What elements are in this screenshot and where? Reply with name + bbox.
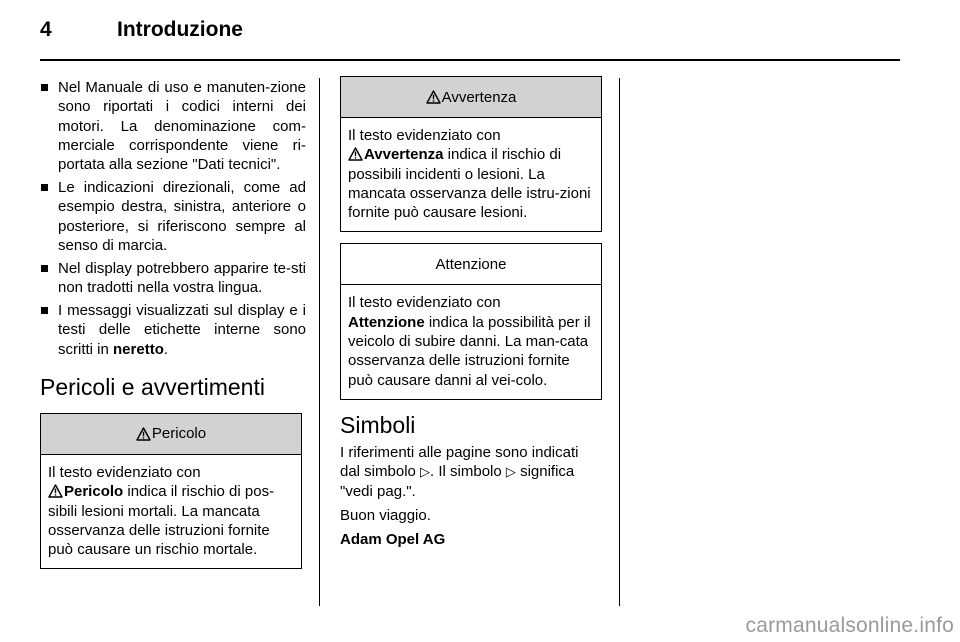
symbols-text: . Il simbolo (430, 463, 506, 481)
caution-notice-body (341, 285, 601, 398)
bold-term: neretto (113, 340, 164, 358)
warning-notice (340, 76, 602, 232)
symbols-text: I riferimenti alle pagine sono indicati dal simbolo (340, 443, 579, 481)
warning-notice-body (341, 118, 601, 231)
list-item-text: I messaggi visualizzati sul display e i testi delle etichette interne sono scritti in (58, 302, 306, 358)
notice-intro: Il testo evidenziato con (348, 127, 501, 144)
list-item-text: Le indicazioni direzionali, come ad esempio destra, sinistra, anteriore o posteriore, si riferiscono sempre al senso di marcia. (58, 179, 306, 254)
symbols-paragraph (340, 443, 602, 501)
danger-notice-body (41, 455, 301, 568)
warning-triangle-icon (348, 147, 363, 161)
list-item (40, 301, 306, 359)
square-bullet-icon (41, 84, 48, 91)
danger-notice-header (41, 414, 301, 455)
warning-triangle-icon (48, 484, 63, 498)
column-divider-1 (319, 78, 320, 606)
square-bullet-icon (41, 307, 48, 314)
signature (340, 530, 602, 549)
square-bullet-icon (41, 184, 48, 191)
notice-keyword: Avvertenza (364, 146, 444, 164)
caution-notice (340, 243, 602, 399)
danger-notice-title: Pericolo (151, 425, 207, 443)
list-item-text: Nel Manuale di uso e manuten-zione sono riportati i codici interni dei motori. La denominazione com-merciale corrispondente viene ri-portata alla sezione "Dati tecnici". (58, 79, 306, 174)
notice-text: indica il rischio di possibili incidenti o lesioni. La mancata osservanza delle istru-zioni fornite può causare lesioni. (348, 146, 591, 222)
left-column (40, 78, 306, 569)
middle-column (340, 76, 602, 554)
page-reference-arrow-icon: ▷ (420, 464, 431, 480)
header-divider (40, 59, 900, 61)
notice-intro: Il testo evidenziato con (48, 463, 201, 481)
caution-notice-header (341, 244, 601, 285)
list-item (40, 78, 306, 174)
warning-notice-title: Avvertenza (441, 88, 517, 106)
bullet-list (40, 78, 306, 359)
watermark: carmanualsonline.info (745, 614, 954, 637)
notice-text: indica il rischio di pos-sibili lesioni mortali. La mancata osservanza delle istruzioni fornite può causare un rischio mortale. (48, 483, 275, 559)
list-item (40, 259, 306, 298)
warning-triangle-icon (426, 90, 441, 104)
warning-notice-header (341, 77, 601, 118)
list-item (40, 178, 306, 255)
warning-triangle-icon (136, 427, 151, 441)
notice-intro: Il testo evidenziato con (348, 294, 501, 312)
notice-text: indica la possibilità per il veicolo di subire danni. La man-cata osservanza delle istruzioni fornite può causare danni al vei-colo. (348, 313, 591, 389)
page-title: Introduzione (117, 18, 243, 41)
page-reference-arrow-icon: ▷ (505, 464, 516, 480)
square-bullet-icon (41, 265, 48, 272)
list-item-text-end: . (163, 340, 169, 358)
symbols-text: significa "vedi pag.". (340, 463, 575, 500)
section-title: Pericoli e avvertimenti (40, 373, 265, 400)
page-number: 4 (40, 18, 52, 41)
symbols-title: Simboli (340, 411, 416, 438)
caution-notice-title: Attenzione (435, 255, 507, 273)
column-divider-2 (619, 78, 620, 606)
signature-text: Adam Opel AG (340, 531, 446, 549)
notice-keyword: Pericolo (64, 483, 124, 501)
list-item-text: Nel display potrebbero apparire te-sti non tradotti nella vostra lingua. (58, 259, 306, 297)
notice-keyword: Attenzione (348, 313, 425, 331)
closing-text: Buon viaggio. (340, 506, 431, 524)
danger-notice (40, 413, 302, 569)
